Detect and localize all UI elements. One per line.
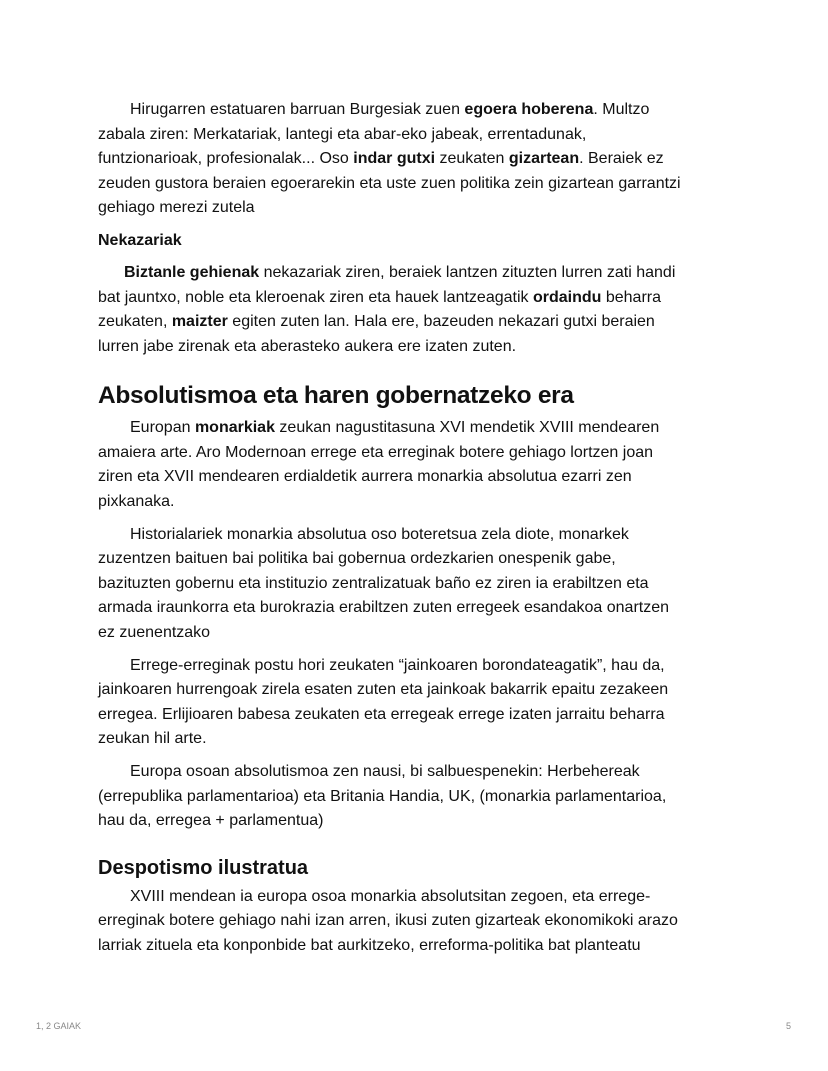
footer-section-label: 1, 2 GAIAK [36, 1021, 82, 1031]
paragraph-errege-erreginak: Errege-erreginak postu hori zeukaten “jainkoaren borondateagatik”, hau da, jainkoaren hurrengoak zirela esaten zuten eta jainkoak bakarrik epaitu zezakeen erregea. Erlijioaren babesa zeukaten eta erregeak errege izaten jarraitu beharra zeukan hil arte. [98, 656, 669, 747]
paragraph-nekazariak [98, 261, 748, 359]
heading-despotismo: Despotismo ilustratua [98, 856, 309, 879]
heading-absolutismoa: Absolutismoa eta haren gobernatzeko era [98, 382, 574, 409]
text: zeukaten [435, 150, 509, 167]
document-body [98, 98, 748, 967]
bold-text: monarkiak [194, 419, 275, 436]
paragraph-europa: Europa osoan absolutismoa zen nausi, bi salbuespenekin: Herbehereak (errepublika parlamentarioa) eta Britania Handia, UK, (monarkia parlamentarioa, hau da, erregea + parlamentua) [98, 763, 667, 829]
bold-text: maizter [171, 313, 228, 330]
text: . Multzo zabala ziren: Merkatariak, lantegi eta abar-eko jabeak, errentadunak, funtzionarioak, profesionalak... Oso [98, 101, 650, 167]
text: Europan [130, 419, 195, 436]
bold-text: ordaindu [532, 288, 602, 306]
paragraph-historialariek: Historialariek monarkia absolutua oso boteretsua zela diote, monarkek zuzentzen baituen bai politika bai gobernua ordezkarien onespenik gabe, bazituzten gobernu eta instituzio zentralizatuak baño ez ziren ia erabiltzen eta armada iraunkorra eta burokrazia erabiltzen zuten erregeek esandakoa onartzen ez zuenentzako [98, 525, 670, 641]
text: beharra zeukaten, [98, 288, 661, 330]
text: egiten zuten lan. Hala ere, bazeuden nekazari gutxi beraien lurren jabe zirenak eta aberasteko aukera ere izaten zuten. [98, 313, 655, 355]
bold-text: Biztanle gehienak [124, 264, 260, 281]
paragraph-xviii-mendean: XVIII mendean ia europa osoa monarkia absolutsitan zegoen, eta errege- erreginak botere gehiago nahi izan arren, ikusi zuten gizarteak ekonomikoki arazo larriak zituela eta konponbide bat aurkitzeko, erreforma-politika bat planteatu [98, 887, 678, 954]
page-number: 5 [785, 1021, 791, 1031]
bold-text: egoera hoberena [464, 101, 594, 118]
paragraph-monarkiak [98, 416, 748, 514]
text: Hirugarren estatuaren barruan Burgesiak zuen [130, 101, 465, 118]
bold-text: indar gutxi [353, 150, 436, 167]
text: nekazariak ziren, beraiek lantzen zituzten lurren zati handi bat jauntxo, noble eta kleroenak ziren eta hauek lantzeagatik [98, 264, 676, 306]
text: . Beraiek ez zeuden gustora beraien egoerarekin eta uste zuen politika zein gizartean garrantzi gehiago merezi zutela [98, 150, 681, 216]
subheading-nekazariak: Nekazariak [98, 232, 182, 249]
paragraph-burgesia [98, 98, 748, 221]
bold-text: gizartean [508, 150, 580, 167]
text: zeukan nagustitasuna XVI mendetik XVIII mendearen amaiera arte. Aro Modernoan errege eta erreginak botere gehiago lortzen joan ziren eta XVII mendearen erdialdetik aurrera monarkia absolutua ezarri zen pixkanaka. [98, 419, 660, 510]
